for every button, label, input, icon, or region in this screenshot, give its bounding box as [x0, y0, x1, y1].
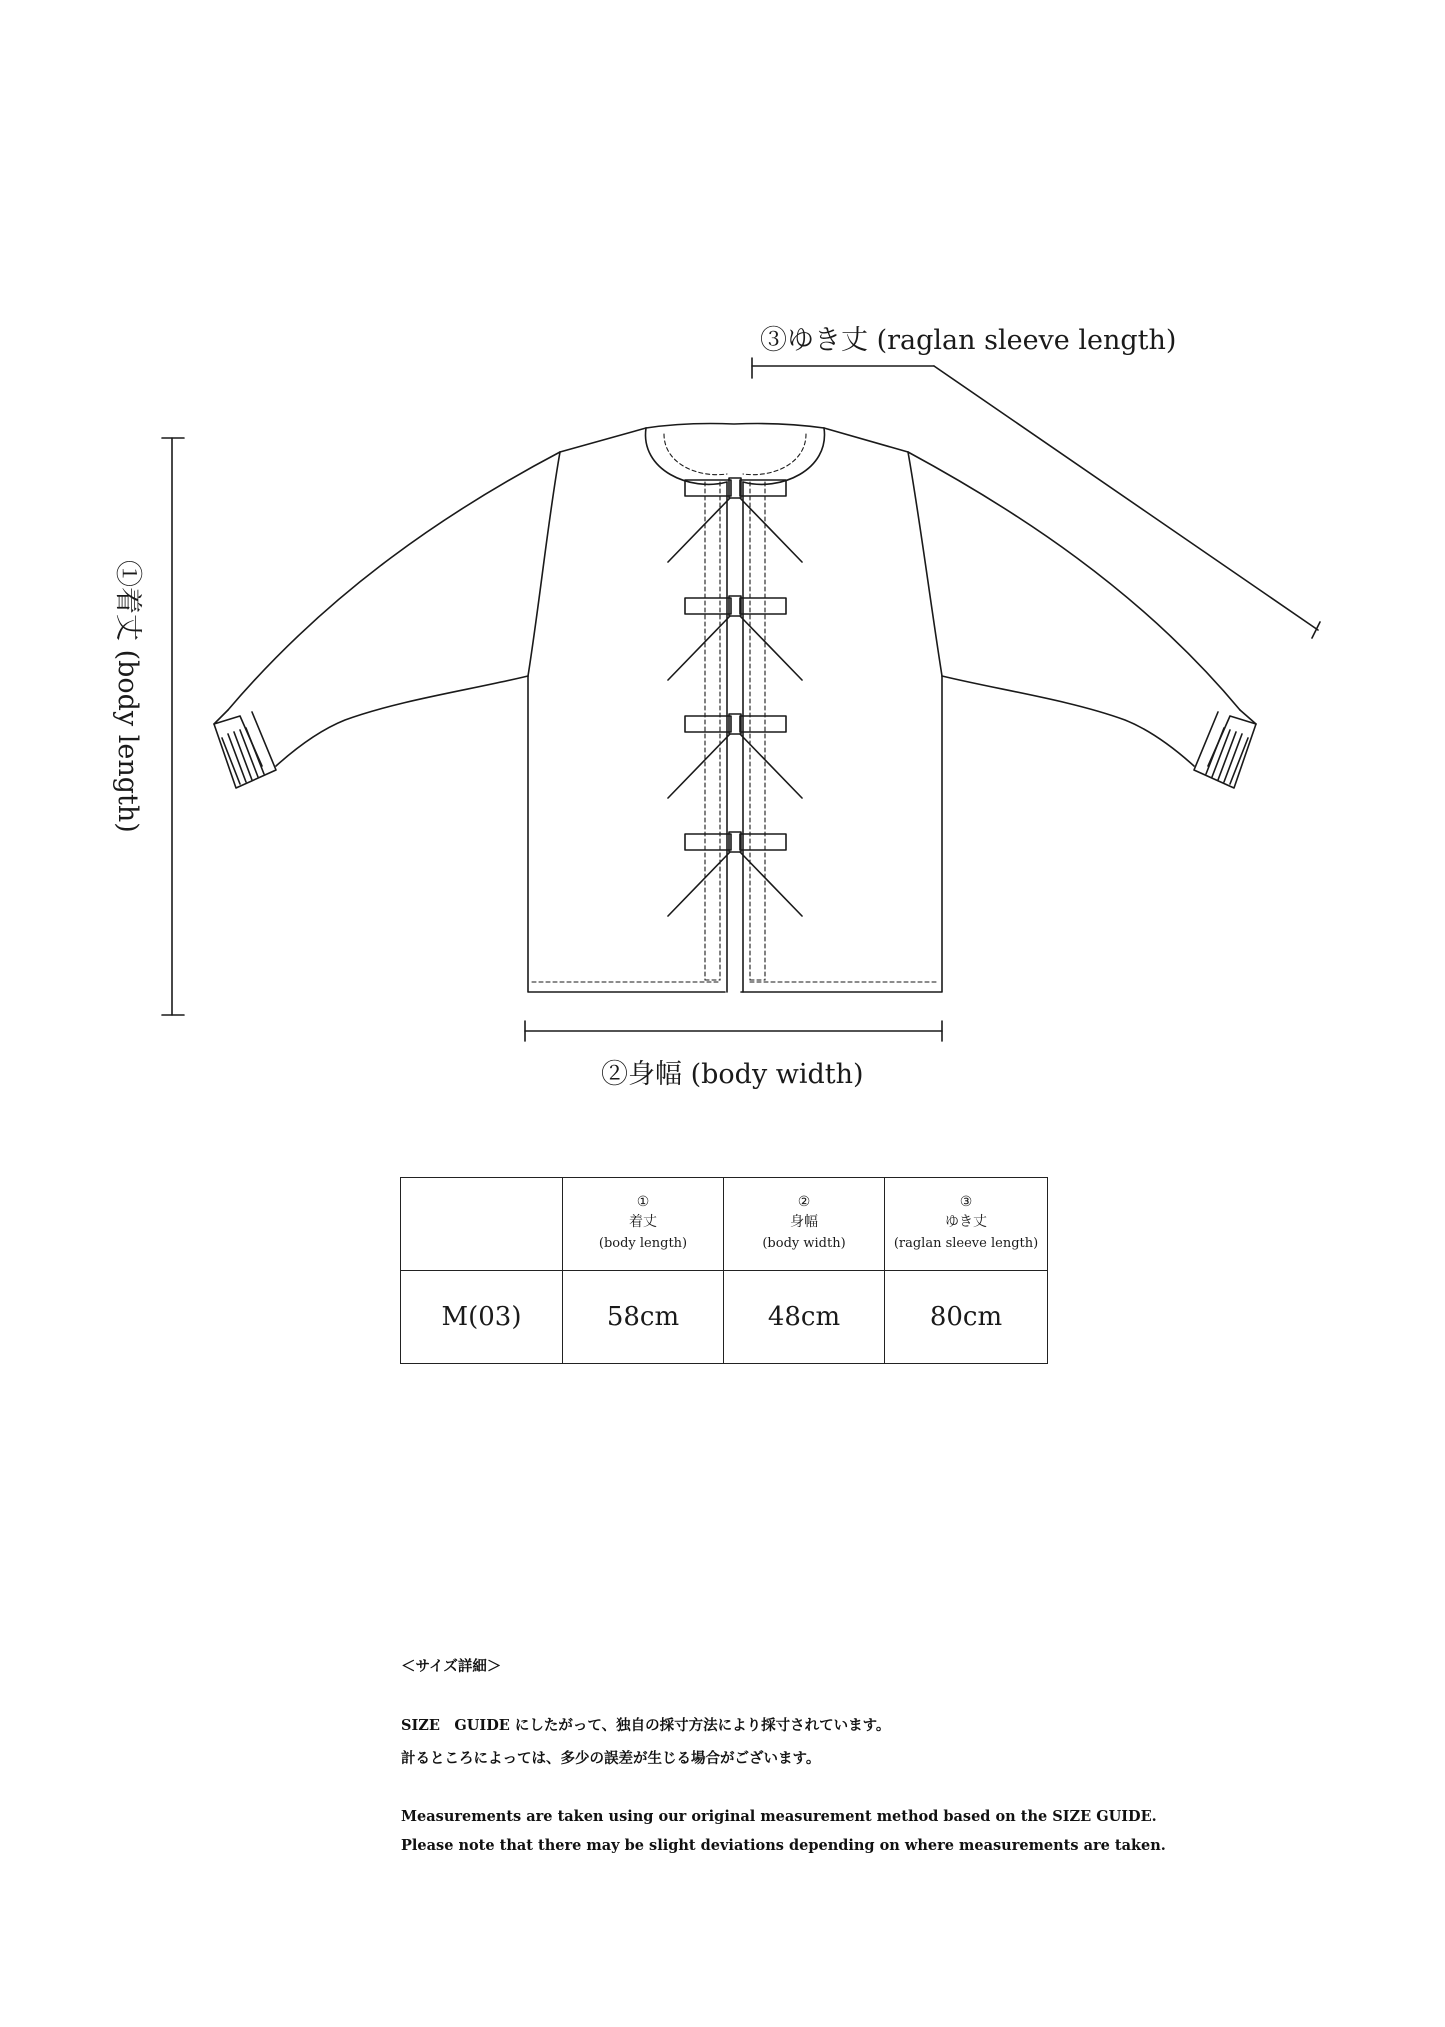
header-jp: 身幅	[790, 1214, 818, 1230]
left-sleeve	[214, 452, 560, 788]
size-table	[400, 1177, 1048, 1364]
sleeve-length-label: ③ゆき丈 (raglan sleeve length)	[760, 325, 1177, 356]
body-length-label: ①着丈 (body length)	[112, 560, 143, 833]
body-width-value: 48cm	[724, 1271, 885, 1364]
header-cell-body-width	[724, 1178, 885, 1271]
notes-en-line-1: Measurements are taken using our original measurement method based on the SIZE GUIDE.	[401, 1808, 1157, 1825]
header-en: (body length)	[598, 1236, 688, 1251]
sleeve-length-measure-line	[752, 358, 1320, 638]
header-cell-body-length	[563, 1178, 724, 1271]
notes-jp-line-1: SIZE GUIDE にしたがって、独自の採寸方法により採寸されています。	[401, 1717, 891, 1734]
header-en: (raglan sleeve length)	[893, 1236, 1039, 1251]
header-num: ①	[636, 1194, 650, 1210]
header-cell-empty	[401, 1178, 563, 1271]
header-num: ③	[959, 1194, 973, 1210]
front-placket	[532, 482, 938, 992]
body-length-measure-line	[162, 438, 184, 1015]
right-sleeve	[908, 452, 1256, 788]
body-width-measure-line	[525, 1021, 942, 1041]
collar	[646, 424, 825, 485]
size-cell: M(03)	[401, 1271, 563, 1364]
header-num: ②	[797, 1194, 811, 1210]
bow-ties	[668, 478, 802, 916]
size-notes	[401, 1655, 1166, 1854]
header-jp: 着丈	[629, 1214, 657, 1230]
header-cell-sleeve-length	[885, 1178, 1048, 1271]
size-table-header-row	[401, 1178, 1048, 1271]
body-outline	[528, 428, 942, 992]
notes-title: ＜サイズ詳細＞	[401, 1658, 502, 1675]
sleeve-length-value: 80cm	[885, 1271, 1048, 1364]
header-jp: ゆき丈	[945, 1214, 987, 1230]
notes-en-line-2: Please note that there may be slight deviations depending on where measurements are taken.	[401, 1837, 1166, 1854]
notes-jp-line-2: 計るところによっては、多少の誤差が生じる場合がございます。	[401, 1750, 821, 1767]
body-length-value: 58cm	[563, 1271, 724, 1364]
header-en: (body width)	[762, 1236, 846, 1251]
body-width-label: ②身幅 (body width)	[601, 1059, 864, 1090]
size-table-row	[401, 1271, 1048, 1364]
